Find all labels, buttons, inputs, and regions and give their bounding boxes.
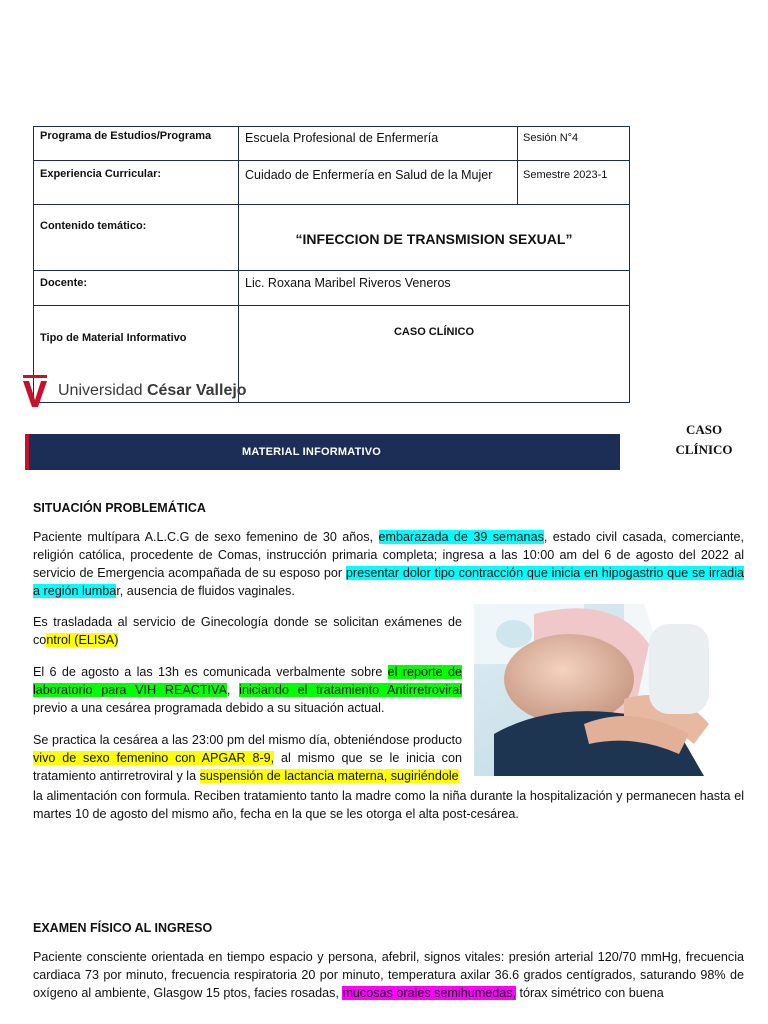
paragraph-patient-intro: Paciente multípara A.L.C.G de sexo femenino de 30 años, embarazada de 39 semanas, estado civil casada, comerciante, religión católica, procedente de Comas, instrucción primaria completa; ingresa a las 10:00 am del 6 de agosto del 2022 al servicio de Emergencia acompañada de su esposo por presentar dolor tipo contracción que inicia en hipogastrio que se irradia a región lumbar, ausencia de fluidos vaginales. [33,530,745,598]
photo-illustration [474,604,744,776]
teacher-value: Lic. Roxana Maribel Riveros Veneros [239,271,630,306]
material-value: CASO CLÍNICO [393,326,475,338]
material-banner [25,434,620,470]
curricular-label: Experiencia Curricular: [34,161,239,205]
content-label: Contenido temático: [34,205,239,271]
university-name: Universidad César Vallejo [58,382,247,399]
section-title-examen: EXAMEN FÍSICO AL INGRESO [33,921,213,935]
section-title-situacion: SITUACIÓN PROBLEMÁTICA [33,501,206,515]
banner-label: MATERIAL INFORMATIVO [242,446,382,458]
university-logo [22,373,247,409]
session-value: Sesión N°4 [518,127,630,161]
semester-value: Semestre 2023-1 [518,161,630,205]
paragraph-cesarean-start: Se practica la cesárea a las 23:00 pm del mismo día, obteniéndose producto vivo de sexo femenino con APGAR 8-9, al mismo que se le inicia con tratamiento antirretroviral y la suspensión de lactancia materna, sugiriéndole [33,733,462,783]
paragraph-gynecology: Es trasladada al servicio de Ginecología donde se solicitan exámenes de control (ELISA) [33,615,462,647]
content-cell [239,205,630,271]
side-label-line1: CASO [685,422,723,437]
material-cell [239,306,630,403]
content-topic: “INFECCION DE TRANSMISION SEXUAL” [295,231,573,247]
paragraph-physical-exam: Paciente consciente orientada en tiempo espacio y persona, afebril, signos vitales: presión arterial 120/70 mmHg, frecuencia cardiaca 73 por minuto, frecuencia respiratoria 20 por minuto, temperatura axilar 36.6 grados centígrados, saturando 98% de oxígeno al ambiente, Glasgow 15 ptos, facies rosadas, mucosas orales semihumedas, tórax simétrico con buena [33,950,744,1000]
program-label: Programa de Estudios/Programa [34,127,239,161]
side-label-line2: CLÍNICO [675,442,733,457]
university-shield-icon [22,373,48,409]
course-info-table [33,126,630,403]
material-label: Tipo de Material Informativo [34,306,239,403]
curricular-value: Cuidado de Enfermería en Salud de la Mujer [239,161,518,205]
teacher-label: Docente: [34,271,239,306]
paragraph-lab-report: El 6 de agosto a las 13h es comunicada verbalmente sobre el reporte de laboratorio para VIH REACTIVA, iniciando el tratamiento Antirretroviral previo a una cesárea programada debido a su situación actual. [33,665,463,715]
program-value: Escuela Profesional de Enfermería [239,127,518,161]
caso-clinico-side-label [664,420,744,460]
pregnant-patient-photo [474,604,744,776]
paragraph-cesarean-end: la alimentación con formula. Reciben tratamiento tanto la madre como la niña durante la hospitalización y permanecen hasta el martes 10 de agosto del mismo año, fecha en la que se les otorga el alta post-cesárea. [33,789,744,821]
